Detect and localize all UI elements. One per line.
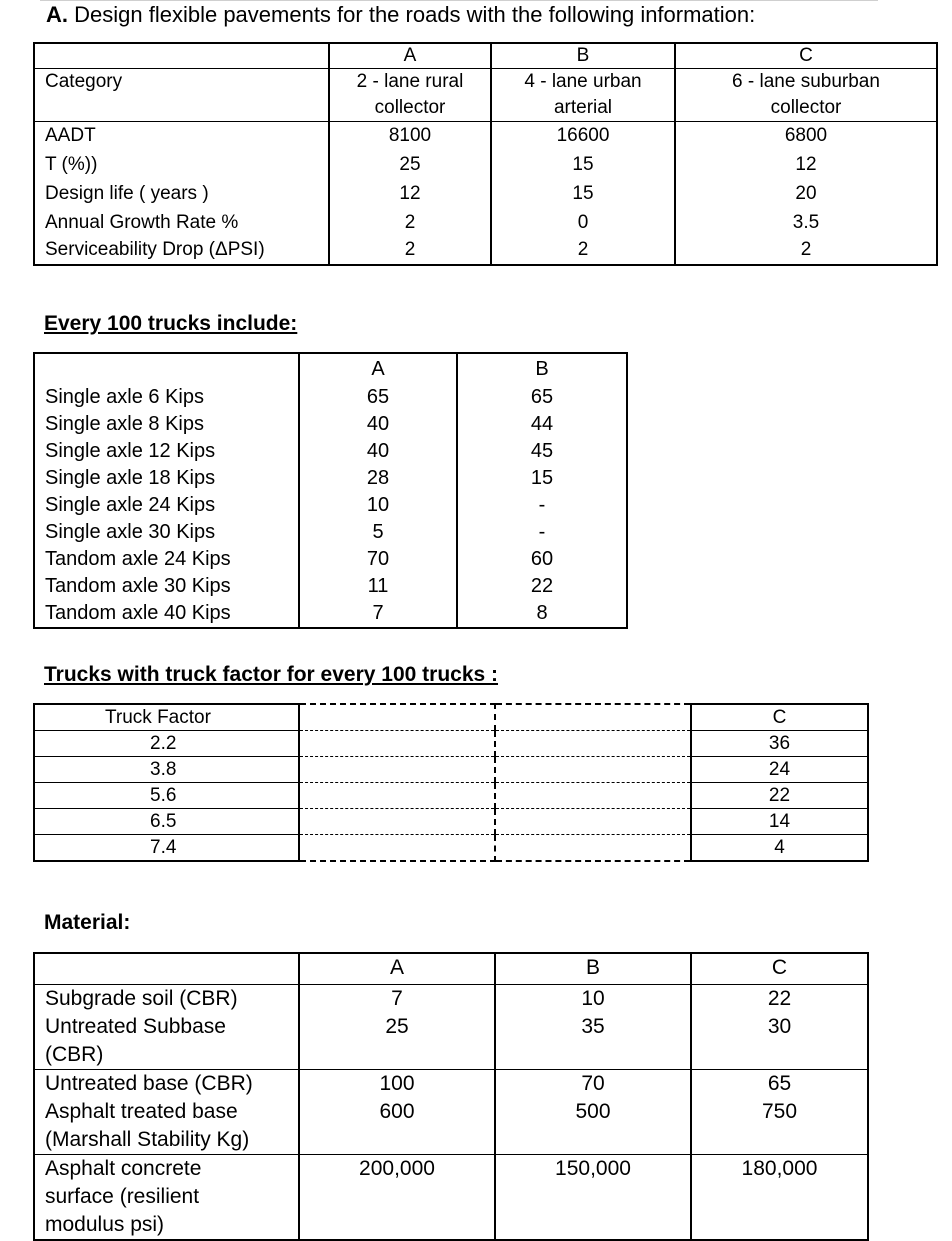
- table-cell: 40: [299, 438, 457, 465]
- table-cell: 2: [329, 237, 491, 265]
- table-row: [34, 519, 627, 546]
- label-line: Asphalt treated base: [45, 1100, 238, 1123]
- table-cell: 15: [491, 179, 675, 208]
- table-header-row: [34, 953, 868, 985]
- truck-factor-table: [33, 703, 869, 862]
- axle-load-table: [33, 352, 628, 629]
- row-label: Truck Factor: [34, 704, 299, 731]
- truck-factor-heading: Trucks with truck factor for every 100 trucks :: [44, 663, 499, 686]
- category-line: arterial: [553, 97, 613, 118]
- label-line: (CBR): [45, 1043, 104, 1066]
- label-line: Asphalt concrete: [45, 1157, 202, 1180]
- table-header-row: [34, 353, 627, 384]
- table-cell: [299, 731, 495, 757]
- column-header: C: [691, 704, 868, 731]
- table-row: [34, 208, 937, 237]
- table-cell: [299, 757, 495, 783]
- cell-value: 750: [761, 1100, 798, 1123]
- row-label: Tandom axle 30 Kips: [34, 573, 299, 600]
- table-cell: 8100: [329, 122, 491, 151]
- table-cell: 4: [691, 835, 868, 862]
- cell-value: 22: [767, 987, 792, 1010]
- label-line: (Marshall Stability Kg): [45, 1128, 250, 1151]
- column-header: C: [675, 43, 937, 69]
- row-label: [34, 985, 299, 1070]
- table-row: [34, 573, 627, 600]
- table-cell: 24: [691, 757, 868, 783]
- table-row: [34, 411, 627, 438]
- page-title: [46, 2, 755, 28]
- table-cell: 0: [491, 208, 675, 237]
- table-row: [34, 122, 937, 151]
- table-cell: -: [457, 492, 627, 519]
- table-cell: [495, 985, 691, 1070]
- cell-value: 10: [581, 987, 605, 1010]
- cell-value: 7: [391, 987, 403, 1010]
- label-line: modulus psi): [45, 1213, 165, 1236]
- row-label: [34, 1070, 299, 1155]
- table-row: [34, 835, 868, 862]
- label-line: Untreated Subbase: [45, 1015, 226, 1038]
- table-cell: [495, 731, 691, 757]
- table-cell: [299, 783, 495, 809]
- column-header: B: [491, 43, 675, 69]
- table-cell: 3.5: [675, 208, 937, 237]
- table-cell: 70: [299, 546, 457, 573]
- table-cell: 36: [691, 731, 868, 757]
- table-cell: 2: [675, 237, 937, 265]
- table-cell: 28: [299, 465, 457, 492]
- cell-value: 35: [581, 1015, 605, 1038]
- table-cell: 5: [299, 519, 457, 546]
- table-cell: 16600: [491, 122, 675, 151]
- table-row: [34, 150, 937, 179]
- road-info-table: [33, 42, 938, 266]
- table-cell: [495, 809, 691, 835]
- category-line: 2 - lane rural: [356, 71, 464, 92]
- column-header: B: [457, 353, 627, 384]
- column-header: B: [495, 953, 691, 985]
- row-label: Serviceability Drop (ΔPSI): [34, 237, 329, 265]
- table-cell: 2: [329, 208, 491, 237]
- table-cell: 20: [675, 179, 937, 208]
- table-header-row: [34, 704, 868, 731]
- label-line: Subgrade soil (CBR): [45, 987, 238, 1010]
- table-row: [34, 465, 627, 492]
- table-cell: 14: [691, 809, 868, 835]
- table-row: [34, 600, 627, 628]
- category-line: collector: [374, 97, 446, 118]
- table-cell: 22: [691, 783, 868, 809]
- row-label: 2.2: [34, 731, 299, 757]
- table-row: [34, 809, 868, 835]
- cell-value: 65: [767, 1072, 792, 1095]
- row-label: Single axle 12 Kips: [34, 438, 299, 465]
- table-cell: 22: [457, 573, 627, 600]
- table-cell: [299, 704, 495, 731]
- table-row: [34, 546, 627, 573]
- table-cell: 44: [457, 411, 627, 438]
- table-cell: 8: [457, 600, 627, 628]
- row-label: 6.5: [34, 809, 299, 835]
- cell-value: 30: [767, 1015, 792, 1038]
- table-cell: 12: [329, 179, 491, 208]
- table-cell: [675, 69, 937, 122]
- table-cell: [495, 704, 691, 731]
- table-cell: 25: [329, 150, 491, 179]
- table-cell: 65: [299, 384, 457, 411]
- column-header: A: [329, 43, 491, 69]
- row-label: Single axle 18 Kips: [34, 465, 299, 492]
- row-label: 5.6: [34, 783, 299, 809]
- row-label: Tandom axle 24 Kips: [34, 546, 299, 573]
- table-header-row: [34, 43, 937, 69]
- table-cell: 60: [457, 546, 627, 573]
- column-header: A: [299, 353, 457, 384]
- row-label: Annual Growth Rate %: [34, 208, 329, 237]
- table-cell: 180,000: [691, 1155, 868, 1241]
- table-cell: 10: [299, 492, 457, 519]
- cell-value: 70: [581, 1072, 605, 1095]
- title-letter: A.: [46, 2, 68, 27]
- table-row: [34, 985, 868, 1070]
- row-label: Tandom axle 40 Kips: [34, 600, 299, 628]
- table-cell: 45: [457, 438, 627, 465]
- cell-value: 500: [575, 1100, 611, 1123]
- table-cell: [495, 757, 691, 783]
- label-line: surface (resilient: [45, 1185, 200, 1208]
- table-cell: 65: [457, 384, 627, 411]
- row-label: Design life ( years ): [34, 179, 329, 208]
- table-cell: 2: [491, 237, 675, 265]
- top-rule: [40, 0, 878, 1]
- cell-value: 25: [385, 1015, 409, 1038]
- label-line: Untreated base (CBR): [45, 1072, 253, 1095]
- table-cell: 6800: [675, 122, 937, 151]
- table-cell: 15: [491, 150, 675, 179]
- table-cell: 40: [299, 411, 457, 438]
- cell-value: 100: [379, 1072, 415, 1095]
- table-cell: [491, 69, 675, 122]
- table-row: [34, 1070, 868, 1155]
- table-cell: [34, 353, 299, 384]
- table-row: [34, 438, 627, 465]
- column-header: A: [299, 953, 495, 985]
- table-cell: [299, 985, 495, 1070]
- table-row: [34, 1155, 868, 1241]
- row-label: 3.8: [34, 757, 299, 783]
- row-label: Single axle 8 Kips: [34, 411, 299, 438]
- row-label: Single axle 30 Kips: [34, 519, 299, 546]
- table-cell: [299, 835, 495, 862]
- row-label: T (%)): [34, 150, 329, 179]
- table-cell: [299, 809, 495, 835]
- table-cell: [495, 1070, 691, 1155]
- column-header: C: [691, 953, 868, 985]
- table-cell: [691, 1070, 868, 1155]
- row-label: 7.4: [34, 835, 299, 862]
- table-cell: [691, 985, 868, 1070]
- table-row: [34, 69, 937, 122]
- table-cell: 15: [457, 465, 627, 492]
- table-row: [34, 731, 868, 757]
- table-cell: [329, 69, 491, 122]
- trucks-heading: Every 100 trucks include:: [44, 312, 298, 335]
- table-cell: [495, 835, 691, 862]
- table-row: [34, 783, 868, 809]
- cell-value: 600: [379, 1100, 415, 1123]
- table-cell: [34, 43, 329, 69]
- category-line: 4 - lane urban: [524, 71, 642, 92]
- row-label: Single axle 24 Kips: [34, 492, 299, 519]
- row-label: AADT: [34, 122, 329, 151]
- table-row: [34, 384, 627, 411]
- material-table: [33, 952, 869, 1241]
- table-cell: 7: [299, 600, 457, 628]
- row-label: [34, 1155, 299, 1241]
- row-label: Single axle 6 Kips: [34, 384, 299, 411]
- table-cell: 11: [299, 573, 457, 600]
- title-text: Design flexible pavements for the roads with the following information:: [74, 2, 756, 27]
- category-line: 6 - lane suburban: [732, 71, 880, 92]
- row-label: Category: [34, 69, 329, 122]
- table-row: [34, 757, 868, 783]
- table-cell: [495, 783, 691, 809]
- table-cell: [34, 953, 299, 985]
- table-cell: -: [457, 519, 627, 546]
- table-cell: 150,000: [495, 1155, 691, 1241]
- table-cell: 12: [675, 150, 937, 179]
- table-cell: [299, 1070, 495, 1155]
- material-heading: Material:: [44, 911, 131, 934]
- table-row: [34, 179, 937, 208]
- table-row: [34, 237, 937, 265]
- category-line: collector: [770, 97, 842, 118]
- table-row: [34, 492, 627, 519]
- table-cell: 200,000: [299, 1155, 495, 1241]
